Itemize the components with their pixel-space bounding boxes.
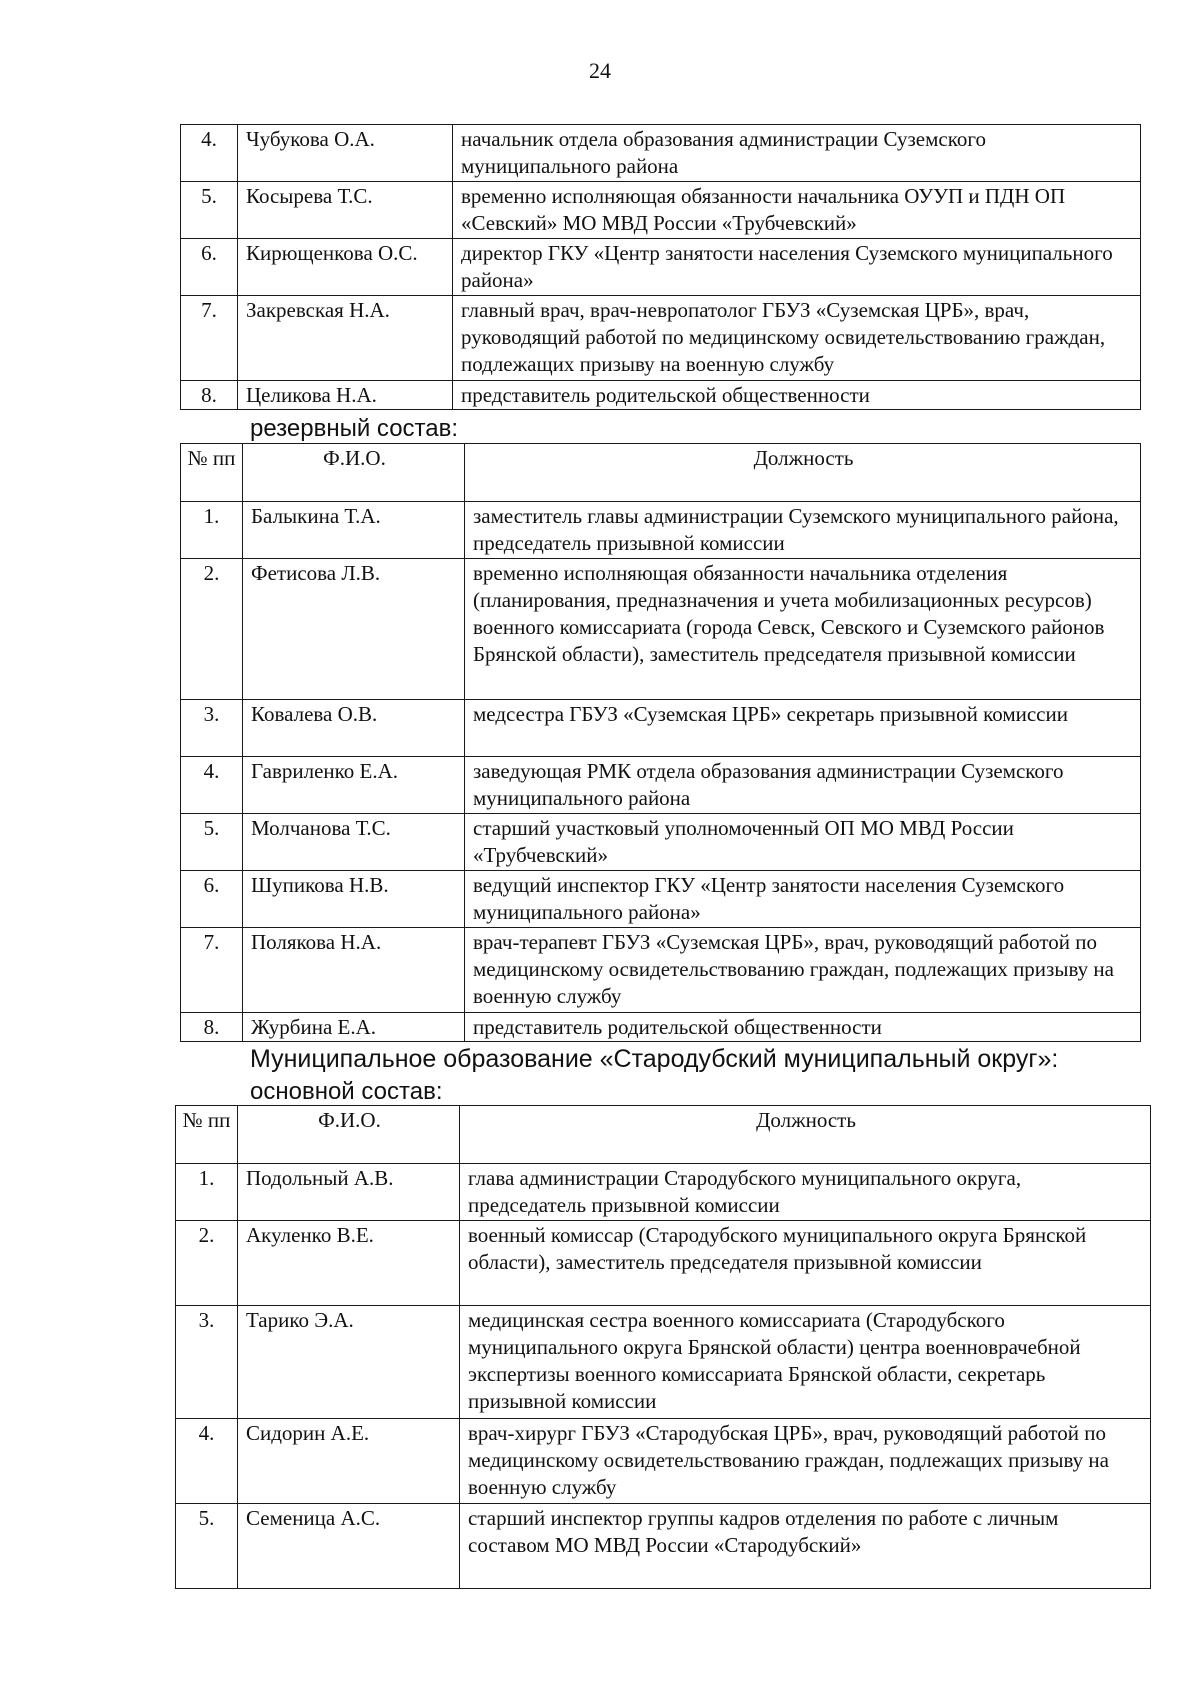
table-row (181, 814, 1141, 871)
person-name: Полякова Н.А. (243, 928, 465, 1013)
table-row (181, 757, 1141, 814)
person-name: Балыкина Т.А. (243, 502, 465, 559)
header-position: Должность (460, 1106, 1151, 1164)
row-number: 1. (176, 1164, 238, 1221)
table-row (181, 871, 1141, 928)
row-number: 3. (176, 1306, 238, 1419)
row-number: 6. (181, 871, 243, 928)
person-name: Кирющенкова О.С. (238, 239, 453, 296)
table-row (176, 1164, 1151, 1221)
table-row (181, 1013, 1141, 1042)
table-row (176, 1221, 1151, 1306)
table-row (181, 381, 1141, 410)
person-position: глава администрации Стародубского муниципального округа, председатель призывной комиссии (460, 1164, 1151, 1221)
person-position: временно исполняющая обязанности начальника отделения (планирования, предназначения и учета мобилизационных ресурсов) военного комиссариата (города Севск, Севского и Суземского районов Брянской области), заместитель председателя призывной комиссии (465, 559, 1141, 700)
table-row (176, 1306, 1151, 1419)
person-name: Сидорин А.Е. (238, 1419, 460, 1504)
row-number: 5. (181, 182, 238, 239)
person-position: медицинская сестра военного комиссариата (Стародубского муниципального округа Брянской области) центра военноврачебной экспертизы военного комиссариата Брянской области, секретарь призывной комиссии (460, 1306, 1151, 1419)
row-number: 1. (181, 502, 243, 559)
person-position: ведущий инспектор ГКУ «Центр занятости населения Суземского муниципального района» (465, 871, 1141, 928)
person-name: Молчанова Т.С. (243, 814, 465, 871)
person-position: медсестра ГБУЗ «Суземская ЦРБ» секретарь призывной комиссии (465, 700, 1141, 757)
row-number: 5. (176, 1504, 238, 1589)
table-row (181, 182, 1141, 239)
table-header-row (176, 1106, 1151, 1164)
table-row (181, 928, 1141, 1013)
person-name: Семеница А.С. (238, 1504, 460, 1589)
page-number: 24 (589, 58, 611, 83)
person-name: Шупикова Н.В. (243, 871, 465, 928)
person-name: Чубукова О.А. (238, 125, 453, 182)
row-number: 2. (181, 559, 243, 700)
person-name: Фетисова Л.В. (243, 559, 465, 700)
table-row (181, 239, 1141, 296)
person-position: главный врач, врач-невропатолог ГБУЗ «Суземская ЦРБ», врач, руководящий работой по медицинскому освидетельствованию граждан, подлежащих призыву на военную службу (453, 296, 1141, 381)
row-number: 8. (181, 1013, 243, 1042)
table-row (176, 1504, 1151, 1589)
header-name: Ф.И.О. (243, 444, 465, 502)
person-name: Журбина Е.А. (243, 1013, 465, 1042)
person-position: директор ГКУ «Центр занятости населения Суземского муниципального района» (453, 239, 1141, 296)
header-number: № пп (181, 444, 243, 502)
person-position: старший участковый уполномоченный ОП МО МВД России «Трубчевский» (465, 814, 1141, 871)
row-number: 4. (176, 1419, 238, 1504)
person-name: Закревская Н.А. (238, 296, 453, 381)
person-position: начальник отдела образования администрации Суземского муниципального района (453, 125, 1141, 182)
person-name: Тарико Э.А. (238, 1306, 460, 1419)
table-row (181, 125, 1141, 182)
person-position: военный комиссар (Стародубского муниципального округа Брянской области), заместитель председателя призывной комиссии (460, 1221, 1151, 1306)
row-number: 5. (181, 814, 243, 871)
person-name: Косырева Т.С. (238, 182, 453, 239)
header-position: Должность (465, 444, 1141, 502)
row-number: 4. (181, 125, 238, 182)
person-name: Подольный А.В. (238, 1164, 460, 1221)
person-position: заместитель главы администрации Суземского муниципального района, председатель призывной комиссии (465, 502, 1141, 559)
person-position: врач-терапевт ГБУЗ «Суземская ЦРБ», врач, руководящий работой по медицинскому освидетельствованию граждан, подлежащих призыву на военную службу (465, 928, 1141, 1013)
person-name: Акуленко В.Е. (238, 1221, 460, 1306)
row-number: 7. (181, 928, 243, 1013)
main-composition-table (180, 124, 1141, 410)
person-position: врач-хирург ГБУЗ «Стародубская ЦРБ», врач, руководящий работой по медицинскому освидетельствованию граждан, подлежащих призыву на военную службу (460, 1419, 1151, 1504)
row-number: 3. (181, 700, 243, 757)
row-number: 8. (181, 381, 238, 410)
person-position: представитель родительской общественности (465, 1013, 1141, 1042)
main-composition-heading: основной состав: (250, 1078, 443, 1105)
row-number: 2. (176, 1221, 238, 1306)
municipality-heading: Муниципальное образование «Стародубский муниципальный округ»: (250, 1045, 1059, 1073)
row-number: 4. (181, 757, 243, 814)
table-row (181, 700, 1141, 757)
table-header-row (181, 444, 1141, 502)
table-row (181, 296, 1141, 381)
starodub-composition-table (175, 1105, 1151, 1589)
row-number: 6. (181, 239, 238, 296)
person-position: заведующая РМК отдела образования администрации Суземского муниципального района (465, 757, 1141, 814)
table-row (176, 1419, 1151, 1504)
person-name: Целикова Н.А. (238, 381, 453, 410)
person-name: Гавриленко Е.А. (243, 757, 465, 814)
table-row (181, 559, 1141, 700)
reserve-heading: резервный состав: (250, 415, 459, 442)
person-position: представитель родительской общественности (453, 381, 1141, 410)
row-number: 7. (181, 296, 238, 381)
header-name: Ф.И.О. (238, 1106, 460, 1164)
person-position: временно исполняющая обязанности начальника ОУУП и ПДН ОП «Севский» МО МВД России «Трубчевский» (453, 182, 1141, 239)
person-name: Ковалева О.В. (243, 700, 465, 757)
header-number: № пп (176, 1106, 238, 1164)
table-row (181, 502, 1141, 559)
reserve-composition-table (180, 443, 1141, 1042)
person-position: старший инспектор группы кадров отделения по работе с личным составом МО МВД России «Стародубский» (460, 1504, 1151, 1589)
